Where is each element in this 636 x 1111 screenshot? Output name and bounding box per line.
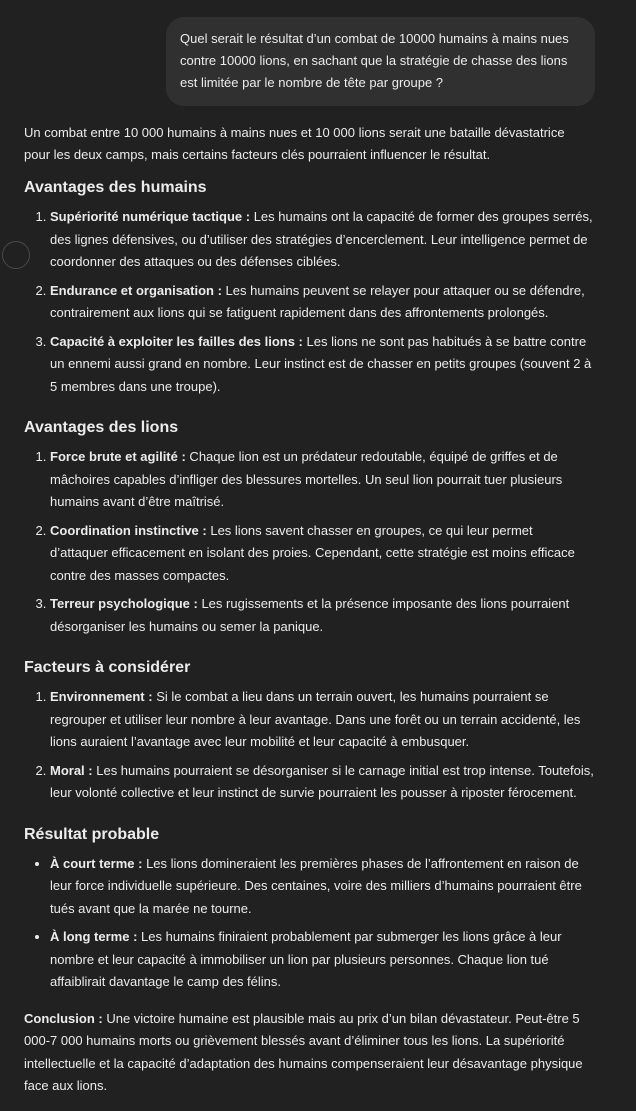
list-probable-result	[24, 853, 594, 994]
user-message-text: Quel serait le résultat d’un combat de 10000 humains à mains nues contre 10000 lions, en sachant que la stratégie de chasse des lions est limitée par le nombre de tête par groupe ?	[180, 31, 569, 90]
list-item	[50, 331, 594, 399]
section-title-lion-advantages: Avantages des lions	[24, 419, 179, 436]
item-label: Moral :	[50, 762, 93, 778]
list-item	[50, 926, 594, 994]
item-text: Les humains pourraient se désorganiser si le carnage initial est trop intense. Toutefois, leur volonté collective et leur instinct de survie pourraient les pousser à riposter férocement.	[50, 762, 594, 800]
item-label: Endurance et organisation :	[50, 282, 222, 298]
response-intro: Un combat entre 10 000 humains à mains nues et 10 000 lions serait une bataille dévastatrice pour les deux camps, mais certains facteurs clés pourraient influencer le résultat.	[24, 125, 565, 162]
item-label: Capacité à exploiter les failles des lions :	[50, 333, 303, 349]
user-message-bubble	[166, 17, 595, 106]
item-text: Les lions ne sont pas habitués à se battre contre un ennemi aussi grand en nombre. Leur instinct est de chasser en petits groupes (souvent 2 à 5 membres dans une troupe).	[50, 333, 592, 394]
item-label: Terreur psychologique :	[50, 596, 198, 611]
item-label: Coordination instinctive :	[50, 522, 207, 538]
section-title-human-advantages: Avantages des humains	[24, 179, 207, 196]
list-item	[50, 280, 594, 325]
item-text: Les humains ont la capacité de former des groupes serrés, des lignes défensives, ou d’utiliser des stratégies d’encerclement. Leur intelligence permet de coordonner des attaques ou des défenses ciblées.	[50, 209, 593, 269]
item-text: Les rugissements et la présence imposante des lions pourraient désorganiser les humains ou semer la panique.	[50, 596, 570, 634]
item-text: Chaque lion est un prédateur redoutable, équipé de griffes et de mâchoires capables d’infliger des blessures mortelles. Un seul lion pourrait tuer plusieurs humains avant d’être maîtrisé.	[50, 449, 563, 509]
list-lion-advantages	[24, 446, 594, 638]
list-item	[50, 760, 594, 805]
list-item	[50, 593, 594, 638]
item-text: Si le combat a lieu dans un terrain ouvert, les humains pourraient se regrouper et utiliser leur nombre à leur avantage. Dans une forêt ou un terrain accidenté, les lions auraient l’avantage avec leur mobilité et leur capacité à embusquer.	[50, 689, 581, 749]
list-item	[50, 446, 594, 514]
list-item	[50, 686, 594, 754]
list-factors	[24, 686, 594, 805]
item-label: Supériorité numérique tactique :	[50, 209, 251, 224]
item-text: Les lions savent chasser en groupes, ce qui leur permet d’attaquer efficacement en isolant des proies. Cependant, cette stratégie est moins efficace contre des masses compactes.	[50, 522, 575, 583]
item-text: Les humains peuvent se relayer pour attaquer ou se défendre, contrairement aux lions qui se fatiguent rapidement dans des affrontements prolongés.	[50, 282, 585, 320]
conclusion	[24, 1008, 594, 1098]
assistant-avatar-icon	[2, 241, 30, 269]
section-title-probable-result: Résultat probable	[24, 825, 160, 843]
list-item	[50, 520, 594, 588]
list-item	[50, 206, 594, 274]
list-item	[50, 853, 594, 921]
item-label: À court terme :	[50, 855, 143, 871]
item-label: Environnement :	[50, 689, 153, 704]
item-label: Force brute et agilité :	[50, 449, 186, 464]
conclusion-label: Conclusion :	[24, 1010, 103, 1026]
section-title-factors: Facteurs à considérer	[24, 659, 191, 676]
item-label: À long terme :	[50, 929, 138, 944]
assistant-response	[24, 122, 594, 1098]
item-text: Les lions domineraient les premières phases de l’affrontement en raison de leur force individuelle supérieure. Des centaines, voire des milliers d’humains pourraient être tués avant que la marée ne tourne.	[50, 855, 582, 916]
list-human-advantages	[24, 206, 594, 398]
item-text: Les humains finiraient probablement par submerger les lions grâce à leur nombre et leur capacité à immobiliser un lion par plusieurs personnes. Chaque lion tué affaiblirait davantage le camp des félins.	[50, 929, 562, 989]
conclusion-text: Une victoire humaine est plausible mais au prix d’un bilan dévastateur. Peut-être 5 000-7 000 humains morts ou grièvement blessés avant d’éliminer tous les lions. La supériorité intellectuelle et la capacité d’adaptation des humains compenseraient leur désavantage physique face aux lions.	[24, 1010, 583, 1093]
